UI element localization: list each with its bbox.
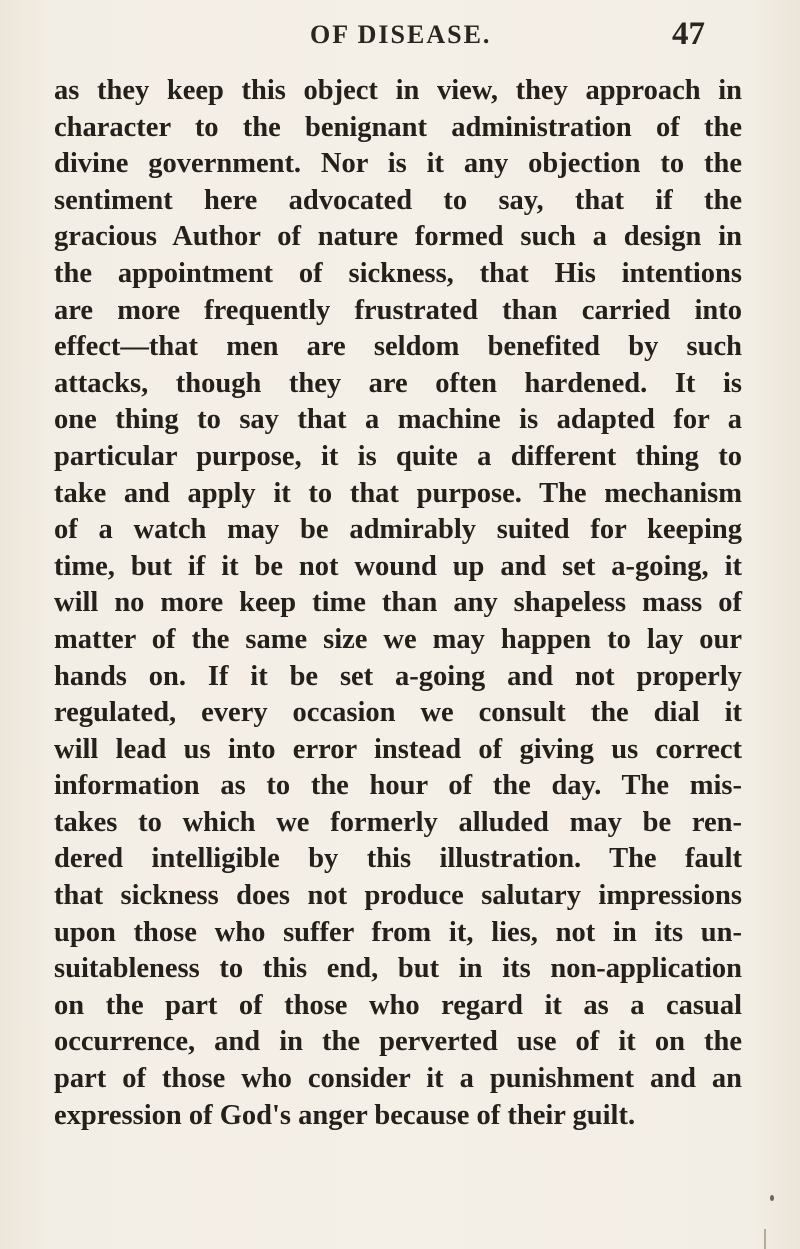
text-line: occurrence, and in the perverted use of it on the: [54, 1026, 742, 1058]
text-line: sentiment here advocated to say, that if the: [54, 184, 742, 216]
text-line: character to the benignant administration of the: [54, 111, 742, 143]
text-line: upon those who suffer from it, lies, not in its un-: [54, 916, 742, 948]
text-line: suitableness to this end, but in its non-application: [54, 953, 742, 985]
text-line: one thing to say that a machine is adapted for a: [54, 404, 742, 436]
text-line: take and apply it to that purpose. The mechanism: [54, 477, 742, 509]
text-line: effect—that men are seldom benefited by such: [54, 331, 742, 363]
text-line: part of those who consider it a punishment and an: [54, 1063, 742, 1095]
text-line: the appointment of sickness, that His intentions: [54, 257, 742, 289]
text-line: matter of the same size we may happen to lay our: [54, 623, 742, 655]
text-line: information as to the hour of the day. The mis-: [54, 770, 742, 802]
text-line: will lead us into error instead of giving us correct: [54, 733, 742, 765]
text-line: expression of God's anger because of their guilt.: [54, 1099, 636, 1131]
running-head: [0, 14, 800, 58]
text-line: dered intelligible by this illustration. The fault: [54, 843, 742, 875]
text-line: time, but if it be not wound up and set a-going, it: [54, 550, 742, 582]
page-number: 47: [672, 16, 705, 52]
text-line: regulated, every occasion we consult the dial it: [54, 697, 742, 729]
text-line: are more frequently frustrated than carried into: [54, 294, 742, 326]
text-line: that sickness does not produce salutary impressions: [54, 880, 742, 912]
text-line: hands on. If it be set a-going and not properly: [54, 660, 742, 692]
running-title: OF DISEASE.: [310, 20, 492, 49]
text-line: particular purpose, it is quite a different thing to: [54, 440, 742, 472]
text-line: divine government. Nor is it any objection to the: [54, 148, 742, 180]
paper-speck: [770, 1195, 774, 1201]
text-line: as they keep this object in view, they approach in: [54, 75, 742, 106]
text-line: of a watch may be admirably suited for keeping: [54, 514, 742, 546]
paper-edge-mark: [764, 1229, 766, 1249]
text-line: on the part of those who regard it as a casual: [54, 989, 742, 1021]
text-line: will no more keep time than any shapeless mass of: [54, 587, 742, 619]
text-line: attacks, though they are often hardened. It is: [54, 367, 742, 399]
text-line: gracious Author of nature formed such a design in: [54, 221, 742, 253]
body-paragraph: [54, 73, 742, 1134]
text-line: takes to which we formerly alluded may be ren-: [54, 806, 742, 838]
